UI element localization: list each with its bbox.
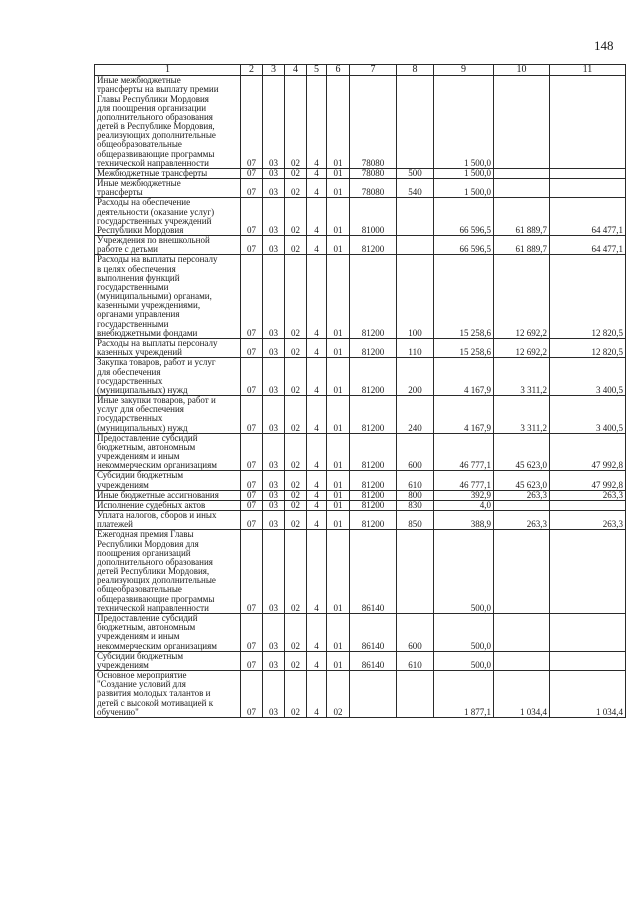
cell-col-5: 4 xyxy=(307,396,327,434)
cell-col-3: 03 xyxy=(263,76,285,169)
header-cell-9: 9 xyxy=(434,65,494,76)
cell-col-4: 02 xyxy=(285,76,307,169)
cell-name: Исполнение судебных актов xyxy=(95,500,241,510)
cell-col-9: 4 167,9 xyxy=(434,358,494,396)
cell-col-2: 07 xyxy=(241,500,263,510)
cell-col-9: 66 596,5 xyxy=(434,198,494,236)
cell-col-10 xyxy=(494,179,550,198)
cell-col-5: 4 xyxy=(307,168,327,178)
cell-col-3: 03 xyxy=(263,500,285,510)
table-row xyxy=(95,530,626,614)
cell-col-8: 540 xyxy=(397,179,434,198)
cell-col-8: 500 xyxy=(397,168,434,178)
cell-col-9: 392,9 xyxy=(434,490,494,500)
cell-name: Уплата налогов, сборов и иных платежей xyxy=(95,511,241,530)
cell-col-10: 263,3 xyxy=(494,490,550,500)
cell-col-6: 01 xyxy=(327,651,350,670)
cell-col-3: 03 xyxy=(263,255,285,339)
cell-name: Расходы на выплаты персоналу казенных учреждений xyxy=(95,339,241,358)
cell-col-11 xyxy=(550,168,626,178)
cell-col-5: 4 xyxy=(307,236,327,255)
cell-col-3: 03 xyxy=(263,236,285,255)
cell-col-5: 4 xyxy=(307,500,327,510)
cell-col-4: 02 xyxy=(285,651,307,670)
cell-col-3: 03 xyxy=(263,179,285,198)
page-number: 148 xyxy=(594,38,614,53)
cell-col-11: 47 992,8 xyxy=(550,471,626,490)
cell-col-9: 1 500,0 xyxy=(434,168,494,178)
cell-col-2: 07 xyxy=(241,255,263,339)
cell-col-6: 02 xyxy=(327,671,350,718)
cell-col-7: 81200 xyxy=(350,358,397,396)
header-cell-4: 4 xyxy=(285,65,307,76)
cell-col-7: 81200 xyxy=(350,236,397,255)
cell-col-7: 81200 xyxy=(350,433,397,471)
header-cell-1: 1 xyxy=(95,65,241,76)
cell-col-6: 01 xyxy=(327,500,350,510)
cell-col-4: 02 xyxy=(285,255,307,339)
cell-col-2: 07 xyxy=(241,236,263,255)
cell-col-10: 61 889,7 xyxy=(494,236,550,255)
cell-col-11 xyxy=(550,76,626,169)
table-row xyxy=(95,490,626,500)
cell-col-11: 64 477,1 xyxy=(550,236,626,255)
table-row xyxy=(95,236,626,255)
cell-col-8: 200 xyxy=(397,358,434,396)
cell-col-3: 03 xyxy=(263,530,285,614)
table-row xyxy=(95,179,626,198)
cell-col-8: 600 xyxy=(397,433,434,471)
cell-name: Предоставление субсидий бюджетным, автономным учреждениям и иным некоммерческим организациям xyxy=(95,433,241,471)
cell-col-9: 1 500,0 xyxy=(434,76,494,169)
table-row xyxy=(95,433,626,471)
cell-col-2: 07 xyxy=(241,530,263,614)
cell-col-10: 45 623,0 xyxy=(494,471,550,490)
header-cell-5: 5 xyxy=(307,65,327,76)
cell-col-3: 03 xyxy=(263,358,285,396)
cell-col-11 xyxy=(550,651,626,670)
cell-name: Основное мероприятие "Создание условий для развития молодых талантов и детей с высокой мотивацией к обучению" xyxy=(95,671,241,718)
cell-col-7: 86140 xyxy=(350,530,397,614)
cell-col-6: 01 xyxy=(327,168,350,178)
cell-col-2: 07 xyxy=(241,471,263,490)
cell-col-10: 45 623,0 xyxy=(494,433,550,471)
cell-col-9: 15 258,6 xyxy=(434,255,494,339)
cell-col-8: 600 xyxy=(397,613,434,651)
cell-col-9: 46 777,1 xyxy=(434,471,494,490)
cell-col-4: 02 xyxy=(285,471,307,490)
cell-col-5: 4 xyxy=(307,433,327,471)
cell-col-7: 81200 xyxy=(350,490,397,500)
cell-col-6: 01 xyxy=(327,236,350,255)
cell-col-9: 15 258,6 xyxy=(434,339,494,358)
cell-col-10: 3 311,2 xyxy=(494,358,550,396)
cell-col-7: 81200 xyxy=(350,396,397,434)
table-header-row xyxy=(95,65,626,76)
cell-col-3: 03 xyxy=(263,198,285,236)
cell-col-11: 12 820,5 xyxy=(550,339,626,358)
cell-col-10: 12 692,2 xyxy=(494,339,550,358)
cell-col-4: 02 xyxy=(285,339,307,358)
table-row xyxy=(95,500,626,510)
cell-col-11 xyxy=(550,500,626,510)
cell-col-7: 81200 xyxy=(350,255,397,339)
cell-col-4: 02 xyxy=(285,613,307,651)
header-cell-10: 10 xyxy=(494,65,550,76)
cell-col-11: 12 820,5 xyxy=(550,255,626,339)
cell-col-9: 388,9 xyxy=(434,511,494,530)
cell-col-8: 240 xyxy=(397,396,434,434)
table-row xyxy=(95,76,626,169)
header-cell-7: 7 xyxy=(350,65,397,76)
cell-col-7: 86140 xyxy=(350,651,397,670)
table-row xyxy=(95,671,626,718)
cell-col-10: 3 311,2 xyxy=(494,396,550,434)
header-cell-3: 3 xyxy=(263,65,285,76)
cell-col-7: 81200 xyxy=(350,339,397,358)
cell-name: Межбюджетные трансферты xyxy=(95,168,241,178)
cell-name: Расходы на выплаты персоналу в целях обеспечения выполнения функций государственными (муниципальными) органами, казенными учреждениями, органами управления государственными внебюджетными фондами xyxy=(95,255,241,339)
cell-name: Учреждения по внешкольной работе с детьми xyxy=(95,236,241,255)
cell-col-11: 3 400,5 xyxy=(550,396,626,434)
cell-col-2: 07 xyxy=(241,613,263,651)
cell-col-8: 610 xyxy=(397,471,434,490)
cell-col-6: 01 xyxy=(327,490,350,500)
cell-col-2: 07 xyxy=(241,168,263,178)
table-row xyxy=(95,339,626,358)
cell-col-10 xyxy=(494,613,550,651)
cell-col-6: 01 xyxy=(327,530,350,614)
cell-col-5: 4 xyxy=(307,651,327,670)
cell-col-4: 02 xyxy=(285,511,307,530)
cell-col-7: 81000 xyxy=(350,198,397,236)
table-row xyxy=(95,396,626,434)
cell-col-8: 830 xyxy=(397,500,434,510)
cell-name: Закупка товаров, работ и услуг для обеспечения государственных (муниципальных) нужд xyxy=(95,358,241,396)
cell-col-4: 02 xyxy=(285,236,307,255)
cell-col-3: 03 xyxy=(263,396,285,434)
table-row xyxy=(95,358,626,396)
cell-col-5: 4 xyxy=(307,471,327,490)
budget-table-body xyxy=(95,65,626,718)
cell-col-11 xyxy=(550,179,626,198)
cell-col-10: 61 889,7 xyxy=(494,198,550,236)
header-cell-8: 8 xyxy=(397,65,434,76)
cell-col-6: 01 xyxy=(327,613,350,651)
cell-col-8 xyxy=(397,236,434,255)
cell-col-9: 500,0 xyxy=(434,530,494,614)
cell-col-8: 850 xyxy=(397,511,434,530)
cell-col-3: 03 xyxy=(263,671,285,718)
cell-col-11 xyxy=(550,530,626,614)
cell-name: Иные бюджетные ассигнования xyxy=(95,490,241,500)
cell-col-10 xyxy=(494,651,550,670)
cell-col-11: 47 992,8 xyxy=(550,433,626,471)
cell-col-10: 263,3 xyxy=(494,511,550,530)
cell-name: Предоставление субсидий бюджетным, автономным учреждениям и иным некоммерческим организациям xyxy=(95,613,241,651)
cell-col-7: 81200 xyxy=(350,500,397,510)
cell-col-4: 02 xyxy=(285,198,307,236)
cell-col-4: 02 xyxy=(285,530,307,614)
cell-col-9: 4 167,9 xyxy=(434,396,494,434)
cell-col-6: 01 xyxy=(327,471,350,490)
cell-col-5: 4 xyxy=(307,530,327,614)
cell-col-5: 4 xyxy=(307,613,327,651)
cell-col-6: 01 xyxy=(327,255,350,339)
cell-col-2: 07 xyxy=(241,433,263,471)
cell-col-11 xyxy=(550,613,626,651)
cell-col-4: 02 xyxy=(285,358,307,396)
cell-col-6: 01 xyxy=(327,396,350,434)
cell-col-2: 07 xyxy=(241,651,263,670)
cell-col-3: 03 xyxy=(263,613,285,651)
cell-col-7: 86140 xyxy=(350,613,397,651)
cell-col-9: 1 877,1 xyxy=(434,671,494,718)
cell-col-10 xyxy=(494,168,550,178)
cell-col-9: 66 596,5 xyxy=(434,236,494,255)
cell-col-8 xyxy=(397,530,434,614)
cell-col-8 xyxy=(397,76,434,169)
cell-col-6: 01 xyxy=(327,433,350,471)
cell-col-3: 03 xyxy=(263,490,285,500)
cell-col-2: 07 xyxy=(241,179,263,198)
cell-col-5: 4 xyxy=(307,255,327,339)
table-row xyxy=(95,168,626,178)
budget-table xyxy=(94,64,626,718)
cell-col-6: 01 xyxy=(327,179,350,198)
cell-name: Расходы на обеспечение деятельности (оказание услуг) государственных учреждений Республики Мордовия xyxy=(95,198,241,236)
cell-col-3: 03 xyxy=(263,511,285,530)
table-row xyxy=(95,471,626,490)
cell-col-10: 12 692,2 xyxy=(494,255,550,339)
cell-col-2: 07 xyxy=(241,76,263,169)
cell-col-5: 4 xyxy=(307,490,327,500)
cell-col-3: 03 xyxy=(263,433,285,471)
cell-col-7: 78080 xyxy=(350,76,397,169)
cell-col-11: 64 477,1 xyxy=(550,198,626,236)
cell-col-8: 610 xyxy=(397,651,434,670)
cell-col-9: 4,0 xyxy=(434,500,494,510)
cell-col-5: 4 xyxy=(307,511,327,530)
cell-col-2: 07 xyxy=(241,339,263,358)
cell-col-3: 03 xyxy=(263,339,285,358)
cell-col-11: 1 034,4 xyxy=(550,671,626,718)
cell-col-2: 07 xyxy=(241,511,263,530)
cell-col-8: 110 xyxy=(397,339,434,358)
cell-col-10 xyxy=(494,500,550,510)
cell-col-9: 1 500,0 xyxy=(434,179,494,198)
cell-col-8: 100 xyxy=(397,255,434,339)
cell-col-7: 78080 xyxy=(350,168,397,178)
cell-col-8 xyxy=(397,198,434,236)
cell-col-6: 01 xyxy=(327,339,350,358)
cell-col-10 xyxy=(494,76,550,169)
cell-col-6: 01 xyxy=(327,511,350,530)
cell-col-4: 02 xyxy=(285,490,307,500)
cell-name: Ежегодная премия Главы Республики Мордовия для поощрения организаций дополнительного образования детей Республики Мордовия, реализующих дополнительные общеобразовательные общеразвивающие программы технической направленности xyxy=(95,530,241,614)
cell-col-9: 46 777,1 xyxy=(434,433,494,471)
cell-col-6: 01 xyxy=(327,358,350,396)
table-row xyxy=(95,511,626,530)
cell-col-3: 03 xyxy=(263,471,285,490)
table-row xyxy=(95,613,626,651)
cell-col-4: 02 xyxy=(285,671,307,718)
cell-col-2: 07 xyxy=(241,198,263,236)
cell-col-2: 07 xyxy=(241,358,263,396)
cell-col-6: 01 xyxy=(327,76,350,169)
cell-col-9: 500,0 xyxy=(434,613,494,651)
cell-col-2: 07 xyxy=(241,490,263,500)
cell-col-5: 4 xyxy=(307,198,327,236)
cell-col-5: 4 xyxy=(307,358,327,396)
cell-name: Субсидии бюджетным учреждениям xyxy=(95,651,241,670)
cell-col-4: 02 xyxy=(285,179,307,198)
cell-col-5: 4 xyxy=(307,339,327,358)
cell-col-3: 03 xyxy=(263,168,285,178)
cell-col-3: 03 xyxy=(263,651,285,670)
cell-name: Иные закупки товаров, работ и услуг для обеспечения государственных (муниципальных) нужд xyxy=(95,396,241,434)
cell-col-6: 01 xyxy=(327,198,350,236)
cell-col-7 xyxy=(350,671,397,718)
cell-name: Субсидии бюджетным учреждениям xyxy=(95,471,241,490)
header-cell-11: 11 xyxy=(550,65,626,76)
cell-col-4: 02 xyxy=(285,500,307,510)
header-cell-6: 6 xyxy=(327,65,350,76)
cell-col-10: 1 034,4 xyxy=(494,671,550,718)
cell-col-11: 3 400,5 xyxy=(550,358,626,396)
cell-name: Иные межбюджетные трансферты на выплату премии Главы Республики Мордовия для поощрения организации дополнительного образования детей в Республике Мордовия, реализующих дополнительные общеобразовательные общеразвивающие программы технической направленности xyxy=(95,76,241,169)
cell-col-2: 07 xyxy=(241,671,263,718)
cell-col-10 xyxy=(494,530,550,614)
cell-col-4: 02 xyxy=(285,168,307,178)
cell-col-5: 4 xyxy=(307,179,327,198)
cell-col-8 xyxy=(397,671,434,718)
cell-col-2: 07 xyxy=(241,396,263,434)
cell-col-11: 263,3 xyxy=(550,511,626,530)
cell-col-4: 02 xyxy=(285,396,307,434)
cell-col-4: 02 xyxy=(285,433,307,471)
cell-col-11: 263,3 xyxy=(550,490,626,500)
table-row xyxy=(95,198,626,236)
cell-col-7: 81200 xyxy=(350,511,397,530)
cell-col-9: 500,0 xyxy=(434,651,494,670)
cell-col-8: 800 xyxy=(397,490,434,500)
cell-col-7: 78080 xyxy=(350,179,397,198)
table-row xyxy=(95,255,626,339)
cell-col-7: 81200 xyxy=(350,471,397,490)
table-row xyxy=(95,651,626,670)
cell-name: Иные межбюджетные трансферты xyxy=(95,179,241,198)
cell-col-5: 4 xyxy=(307,671,327,718)
cell-col-5: 4 xyxy=(307,76,327,169)
header-cell-2: 2 xyxy=(241,65,263,76)
